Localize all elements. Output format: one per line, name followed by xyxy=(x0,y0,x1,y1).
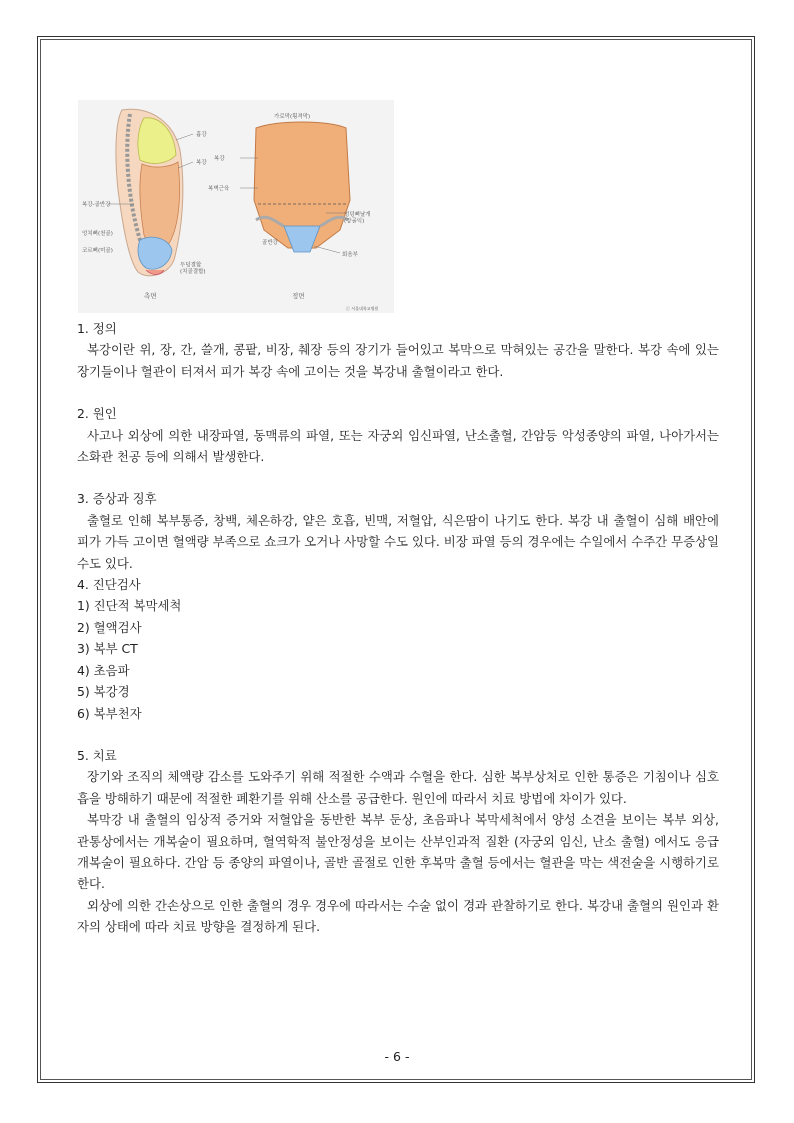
label-front-view: 정면 xyxy=(292,292,305,300)
figure-label-line: (치골결합) xyxy=(180,269,206,275)
treatment-paragraph: 복막강 내 출혈의 임상적 증거와 저혈압을 동반한 복부 둔상, 초음파나 복막세척에서 양성 소견을 보이는 복부 외상, 관통상에서는 개복술이 필요하며, 혈역학적 불안정성을 보이는 산부인과적 질환 (자궁외 임신, 난소 출혈) 에서도 응급 개복술이 필요하다. 간암 등 종양의 파열이나, 골반 골절로 인한 후복막 출혈 등에서는 혈관을 막는 색전술을 시행하기로 한다. xyxy=(77,812,719,892)
figure-label-line: 두덩결합 xyxy=(180,262,202,269)
section-heading-definition: 1. 정의 xyxy=(77,321,117,336)
diagnosis-item: 1) 진단적 복막세척 xyxy=(77,598,182,614)
diagnosis-item: 4) 초음파 xyxy=(77,662,130,678)
section-heading-cause: 2. 원인 xyxy=(77,406,117,422)
label-abdomen-pelvis: 복강-골반강 xyxy=(82,202,111,208)
page-number: - 6 - xyxy=(384,1049,410,1064)
label-abdomen-side: 복강 xyxy=(196,160,207,166)
label-side-view: 측면 xyxy=(144,292,157,300)
abdominal-cavity-figure xyxy=(78,100,394,313)
document-body xyxy=(77,318,719,938)
label-diaphragm: 가로막(횡격막) xyxy=(274,114,311,120)
treatment-paragraph: 장기와 조직의 체액량 감소를 도와주기 위해 적절한 수액과 수혈을 한다. 심한 복부상처로 인한 통증은 기침이나 심호흡을 방해하기 때문에 적절한 폐환기를 위해 산소를 공급한다. 원인에 따라서 치료 방법에 차이가 있다. xyxy=(77,769,719,806)
section-heading-treatment: 5. 치료 xyxy=(77,747,117,763)
section-heading-diagnosis: 4. 진단검사 xyxy=(77,577,141,593)
label-coccyx: 코르뼈(미골) xyxy=(82,248,113,254)
label-chest: 흉강 xyxy=(196,132,207,138)
label-sacrum: 엉치뼈(천골) xyxy=(82,231,113,237)
label-perineum: 회음부 xyxy=(342,252,358,258)
figure-label-line: (장골익) xyxy=(344,218,365,225)
section-body-cause: 사고나 외상에 의한 내장파열, 동맥류의 파열, 또는 자궁외 임신파열, 난소출혈, 간암등 악성종양의 파열, 나아가서는 소화관 천공 등에 의해서 발생한다. xyxy=(77,427,719,465)
diagnosis-item: 2) 혈액검사 xyxy=(77,619,142,635)
label-abdominal-muscle: 복벽근육 xyxy=(208,186,230,192)
section-body-symptoms: 출혈로 인해 복부통증, 창백, 체온하강, 얕은 호흡, 빈맥, 저혈압, 식은땀이 나기도 한다. 복강 내 출혈이 심해 배안에 피가 가득 고이면 혈액량 부족으로 쇼크가 오거나 사망할 수도 있다. 비장 파열 등의 경우에는 수일에서 수주간 무증상일 수도 있다. xyxy=(77,512,719,571)
figure-label-line: 엉덩뼈날개 xyxy=(344,212,371,218)
diagnosis-item: 3) 복부 CT xyxy=(77,641,138,657)
label-pelvic-cavity: 골반강 xyxy=(262,240,278,246)
diagnosis-item: 6) 복부천자 xyxy=(77,705,142,721)
label-abdomen-front: 복강 xyxy=(214,156,225,162)
section-body-definition: 복강이란 위, 장, 간, 쓸개, 콩팥, 비장, 췌장 등의 장기가 들어있고 복막으로 막혀있는 공간을 말한다. 복강 속에 있는 장기들이나 혈관이 터져서 피가 복강 속에 고이는 것을 복강내 출혈이라고 한다. xyxy=(77,342,719,379)
treatment-paragraph: 외상에 의한 간손상으로 인한 출혈의 경우 경우에 따라서는 수술 없이 경과 관찰하기로 한다. 복강내 출혈의 원인과 환자의 상태에 따라 치료 방향을 결정하게 된다. xyxy=(77,897,719,935)
diagnosis-item: 5) 복강경 xyxy=(77,684,130,700)
figure-credit: ⓒ 서울대학교병원 xyxy=(346,306,379,311)
section-heading-symptoms: 3. 증상과 징후 xyxy=(77,491,157,507)
